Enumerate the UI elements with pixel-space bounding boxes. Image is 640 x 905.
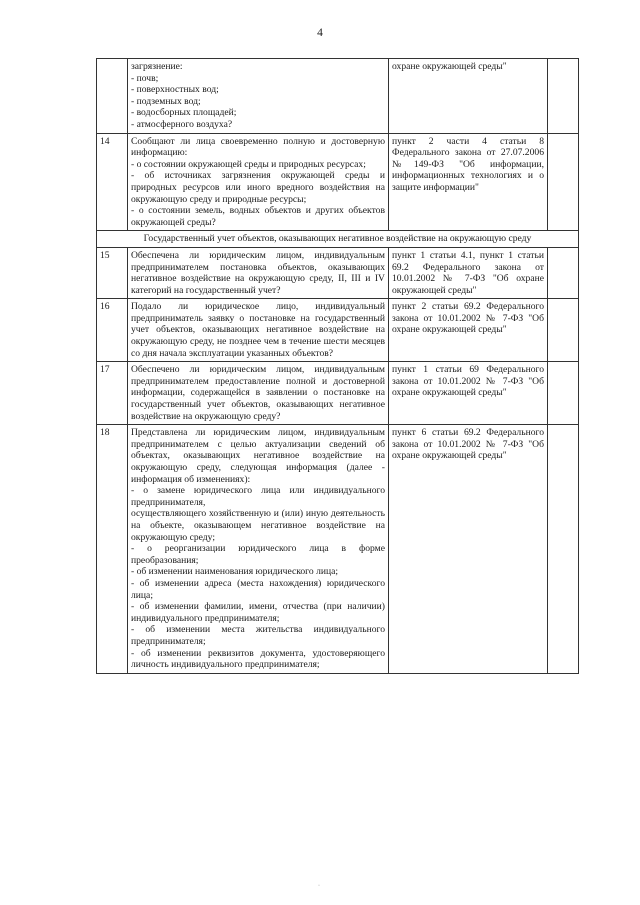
question-line: - поверхностных вод; — [131, 84, 219, 96]
question-line: Сообщают ли лица своевременно полную и достоверную информацию: — [131, 135, 385, 159]
legal-reference-cell: пункт 1 статьи 69 Федерального закона от 10.01.2002 № 7-ФЗ "Об охране окружающей среды" — [389, 362, 548, 425]
question-line: - о состоянии окружающей среды и природных ресурсах; — [131, 158, 366, 170]
question-line: - об изменении реквизитов документа, удостоверяющего личность индивидуального предпринимателя; — [131, 647, 385, 671]
question-line: осуществляющего хозяйственную и (или) иную деятельность на объекте, оказывающем негативное воздействие на окружающую среду; — [131, 508, 385, 543]
question-line: - об изменении места жительства индивидуального предпринимателя; — [131, 624, 385, 647]
row-number: 14 — [97, 133, 128, 231]
answer-cell — [548, 299, 579, 362]
table-row — [97, 362, 579, 425]
question-cell — [128, 133, 389, 231]
table-row — [97, 59, 579, 134]
question-line: Представлена ли юридическим лицом, индивидуальным предпринимателем с целью актуализации сведений об объектах, оказывающих негативное воздействие на окружающую среду, следующая информация (далее - информация об изменениях): — [131, 427, 385, 485]
question-line: Обеспечена ли юридическим лицом, индивидуальным предпринимателем постановка объектов, оказывающих негативное воздействие на окружающую среду, II, III и IV категорий на государственный учет? — [131, 249, 385, 296]
scan-dot: · — [318, 883, 320, 889]
row-number: 18 — [97, 425, 128, 673]
question-line: - об источниках загрязнения окружающей среды и природных ресурсов или иного вредного воздействия на окружающую среду и природные ресурсы; — [131, 170, 385, 205]
question-line: - об изменении наименования юридического лица; — [131, 566, 339, 578]
section-title: Государственный учет объектов, оказывающих негативное воздействие на окружающую среду — [97, 231, 579, 248]
question-line: Подало ли юридическое лицо, индивидуальный предприниматель заявку о постановке на государственный учет объектов, оказывающих негативное воздействие на окружающую среду, не позднее чем в течение шести месяцев со дня начала эксплуатации указанных объектов? — [131, 301, 385, 359]
row-number — [97, 59, 128, 134]
page-number: 4 — [317, 27, 323, 39]
row-number: 16 — [97, 299, 128, 362]
question-cell — [128, 299, 389, 362]
table-row — [97, 247, 579, 298]
legal-reference-cell: пункт 1 статьи 4.1, пункт 1 статьи 69.2 Федерального закона от 10.01.2002 № 7-ФЗ "Об охране окружающей среды" — [389, 247, 548, 298]
answer-cell — [548, 247, 579, 298]
question-line: - о реорганизации юридического лица в форме преобразования; — [131, 543, 385, 566]
question-line: - водосборных площадей; — [131, 107, 237, 119]
checklist-table — [96, 58, 579, 674]
question-cell — [128, 362, 389, 425]
legal-reference-cell: пункт 6 статьи 69.2 Федерального закона от 10.01.2002 № 7-ФЗ "Об охране окружающей среды" — [389, 425, 548, 673]
question-line: - о замене юридического лица или индивидуального предпринимателя, — [131, 485, 385, 508]
table-row — [97, 133, 579, 231]
legal-reference-cell: пункт 2 статьи 69.2 Федерального закона от 10.01.2002 № 7-ФЗ "Об охране окружающей среды" — [389, 299, 548, 362]
row-number: 17 — [97, 362, 128, 425]
row-number: 15 — [97, 247, 128, 298]
table-row — [97, 425, 579, 673]
question-cell — [128, 425, 389, 673]
answer-cell — [548, 59, 579, 134]
legal-reference-cell: охране окружающей среды" — [389, 59, 548, 134]
question-cell — [128, 247, 389, 298]
question-line: - атмосферного воздуха? — [131, 118, 233, 130]
question-cell — [128, 59, 389, 134]
legal-reference-cell: пункт 2 части 4 статьи 8 Федерального закона от 27.07.2006 №149-ФЗ "Об информации, информационных технологиях и о защите информации" — [389, 133, 548, 231]
question-line: - об изменении адреса (места нахождения) юридического лица; — [131, 577, 385, 601]
table-row — [97, 299, 579, 362]
question-line: - подземных вод; — [131, 95, 201, 107]
question-line: - о состоянии земель, водных объектов и других объектов окружающей среды? — [131, 205, 385, 228]
question-line: - об изменении фамилии, имени, отчества (при наличии) индивидуального предпринимателя; — [131, 601, 385, 624]
answer-cell — [548, 425, 579, 673]
answer-cell — [548, 133, 579, 231]
answer-cell — [548, 362, 579, 425]
section-header-row — [97, 231, 579, 248]
question-line: Обеспечено ли юридическим лицом, индивидуальным предпринимателем предоставление полной и достоверной информации, содержащейся в заявлении о постановке на государственный учет объектов, оказывающих негативное воздействие на окружающую среду? — [131, 364, 385, 422]
question-line: - почв; — [131, 72, 159, 84]
question-line: загрязнение: — [131, 61, 183, 72]
